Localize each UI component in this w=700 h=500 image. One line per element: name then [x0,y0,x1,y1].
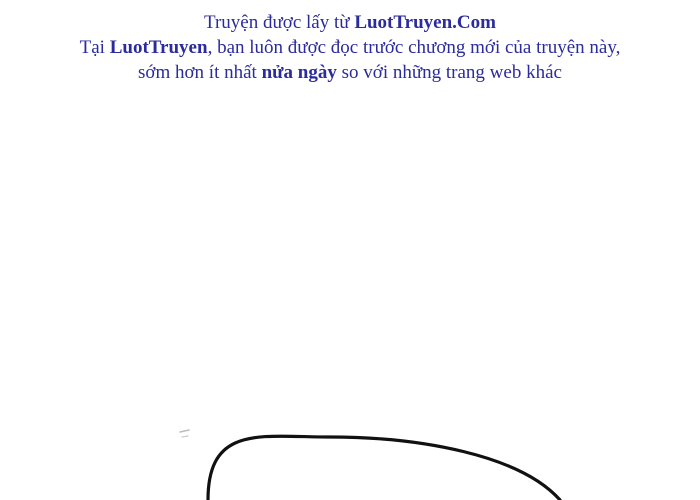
watermark-line-3 [0,60,700,85]
watermark-brand-top: LuotTruyen.Com [354,12,496,33]
watermark-line-3-prefix: sớm hơn ít nhất [138,62,262,84]
speck-mark-icon [180,430,189,432]
watermark-block [0,10,700,85]
watermark-line-1-prefix: Truyện được lấy từ [204,12,355,33]
watermark-brand-inline: LuotTruyen [109,37,208,59]
watermark-line-2-suffix: , bạn luôn được đọc trước chương mới của truyện này, [207,37,621,59]
watermark-line-2-prefix: Tại [79,37,110,59]
watermark-line-3-suffix: so với những trang web khác [336,62,562,84]
head-outline-curve [208,436,560,500]
speck-mark-small-icon [182,436,188,437]
watermark-line-2 [0,35,700,60]
watermark-line-1 [0,10,700,35]
watermark-emphasis: nửa ngày [261,62,337,84]
